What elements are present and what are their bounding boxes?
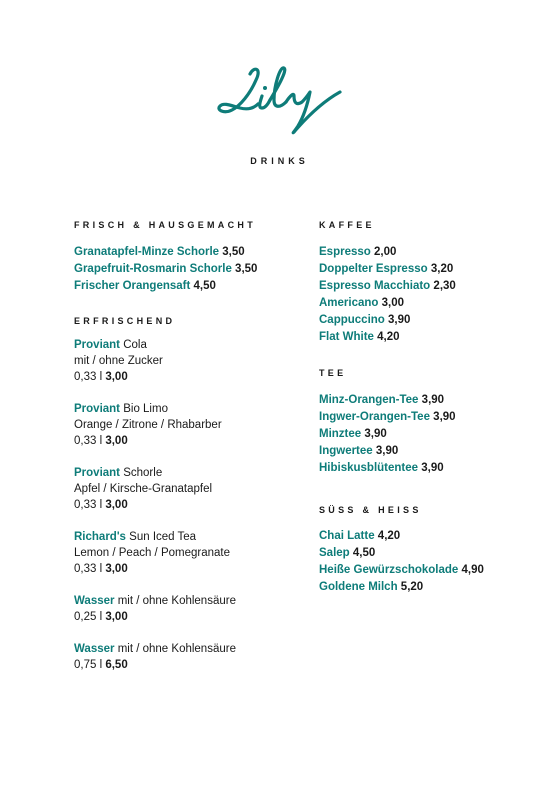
item-price: 3,50 <box>222 246 245 258</box>
menu-item <box>319 409 539 426</box>
drink-price: 3,00 <box>105 435 128 447</box>
drink-volume-price <box>74 497 304 513</box>
item-name: Heiße Gewürzschokolade <box>319 564 459 576</box>
drink-brand: Wasser <box>74 595 115 607</box>
drink-brand: Proviant <box>74 467 121 479</box>
item-price: 2,30 <box>433 280 456 292</box>
section-title-tee: TEE <box>319 368 347 378</box>
item-price: 5,20 <box>400 581 424 593</box>
drink-price: 3,00 <box>105 499 128 511</box>
menu-item <box>319 562 539 579</box>
lily-logo <box>210 62 350 140</box>
item-price: 3,50 <box>235 263 258 275</box>
item-price: 4,20 <box>377 530 401 542</box>
drink-description: Lemon / Peach / Pomegranate <box>74 547 230 559</box>
item-name: Americano <box>319 297 379 309</box>
drink-entry <box>74 401 304 449</box>
item-name: Espresso Macchiato <box>319 280 431 292</box>
drink-brand: Proviant <box>74 339 121 351</box>
item-price: 4,50 <box>352 547 376 559</box>
section-frisch <box>74 244 304 295</box>
menu-item <box>319 278 539 295</box>
drink-name: mit / ohne Kohlensäure <box>117 643 236 655</box>
item-price: 3,90 <box>421 462 444 474</box>
menu-title: DRINKS <box>250 156 309 166</box>
item-price: 3,00 <box>381 297 405 309</box>
menu-item <box>319 392 539 409</box>
menu-item <box>319 579 539 596</box>
menu-item <box>319 443 539 460</box>
drink-entry <box>74 337 304 385</box>
drink-title <box>74 401 304 417</box>
drink-volume: 0,33 l <box>74 371 103 383</box>
menu-item <box>319 312 539 329</box>
section-erfrischend <box>74 337 304 673</box>
item-name: Minz-Orangen-Tee <box>319 394 419 406</box>
section-tee <box>319 392 539 477</box>
item-price: 3,90 <box>433 411 456 423</box>
left-column <box>74 219 304 673</box>
drink-volume-price <box>74 369 304 385</box>
drink-name: Sun Iced Tea <box>129 531 197 543</box>
drink-title <box>74 593 304 609</box>
item-price: 3,90 <box>388 314 411 326</box>
drink-price: 3,00 <box>105 563 128 575</box>
drink-volume-price <box>74 657 304 673</box>
menu-item <box>319 426 539 443</box>
drink-description: mit / ohne Zucker <box>74 355 163 367</box>
item-name: Frischer Orangensaft <box>74 280 191 292</box>
item-price: 3,90 <box>364 428 387 440</box>
drink-entry <box>74 641 304 673</box>
drink-price: 3,00 <box>105 371 128 383</box>
drink-volume-price <box>74 561 304 577</box>
drink-name: Cola <box>123 339 147 351</box>
item-name: Hibiskusblütentee <box>319 462 419 474</box>
drink-brand: Richard's <box>74 531 126 543</box>
item-name: Granatapfel-Minze Schorle <box>74 246 220 258</box>
drink-name: mit / ohne Kohlensäure <box>117 595 236 607</box>
section-title-kaffee: KAFFEE <box>319 220 375 230</box>
drink-title <box>74 465 304 481</box>
item-name: Flat White <box>319 331 374 343</box>
drink-volume: 0,33 l <box>74 435 103 447</box>
drink-entry <box>74 529 304 577</box>
drink-entry <box>74 465 304 513</box>
drink-price: 6,50 <box>105 659 128 671</box>
section-title-erfrischend: ERFRISCHEND <box>74 316 176 326</box>
menu-item <box>74 278 304 295</box>
drink-title <box>74 337 304 353</box>
menu-item <box>319 244 539 261</box>
item-price: 4,90 <box>461 564 484 576</box>
drink-brand: Wasser <box>74 643 115 655</box>
lily-logo-script <box>210 62 350 140</box>
drink-volume-price <box>74 609 304 625</box>
right-column <box>319 219 539 596</box>
item-name: Ingwer-Orangen-Tee <box>319 411 430 423</box>
menu-item <box>319 295 539 312</box>
section-title-suess: SÜSS & HEISS <box>319 505 422 515</box>
menu-item <box>74 261 304 278</box>
item-name: Doppelter Espresso <box>319 263 428 275</box>
drink-volume: 0,33 l <box>74 563 103 575</box>
drink-volume: 0,33 l <box>74 499 103 511</box>
drink-volume-price <box>74 433 304 449</box>
item-price: 3,20 <box>430 263 454 275</box>
menu-item <box>319 545 539 562</box>
item-name: Chai Latte <box>319 530 375 542</box>
item-price: 3,90 <box>375 445 399 457</box>
item-price: 4,20 <box>377 331 400 343</box>
menu-item <box>319 528 539 545</box>
item-name: Minztee <box>319 428 362 440</box>
item-name: Grapefruit-Rosmarin Schorle <box>74 263 232 275</box>
menu-item <box>74 244 304 261</box>
drink-volume: 0,75 l <box>74 659 103 671</box>
drink-entry <box>74 593 304 625</box>
drink-description: Apfel / Kirsche-Granatapfel <box>74 483 213 495</box>
menu-item <box>319 329 539 346</box>
item-name: Cappuccino <box>319 314 385 326</box>
drink-name: Bio Limo <box>123 403 168 415</box>
section-kaffee <box>319 244 539 346</box>
drink-price: 3,00 <box>105 611 128 623</box>
item-price: 4,50 <box>193 280 216 292</box>
drink-description: Orange / Zitrone / Rhabarber <box>74 419 222 431</box>
drink-title <box>74 529 304 545</box>
menu-item <box>319 261 539 278</box>
item-price: 3,90 <box>421 394 445 406</box>
drink-name: Schorle <box>123 467 163 479</box>
item-name: Espresso <box>319 246 371 258</box>
drink-brand: Proviant <box>74 403 121 415</box>
menu-item <box>319 460 539 477</box>
item-name: Goldene Milch <box>319 581 398 593</box>
item-name: Ingwertee <box>319 445 373 457</box>
item-price: 2,00 <box>373 246 397 258</box>
drink-volume: 0,25 l <box>74 611 103 623</box>
item-name: Salep <box>319 547 350 559</box>
section-suess <box>319 528 539 596</box>
section-title-frisch: FRISCH & HAUSGEMACHT <box>74 220 256 230</box>
drink-title <box>74 641 304 657</box>
